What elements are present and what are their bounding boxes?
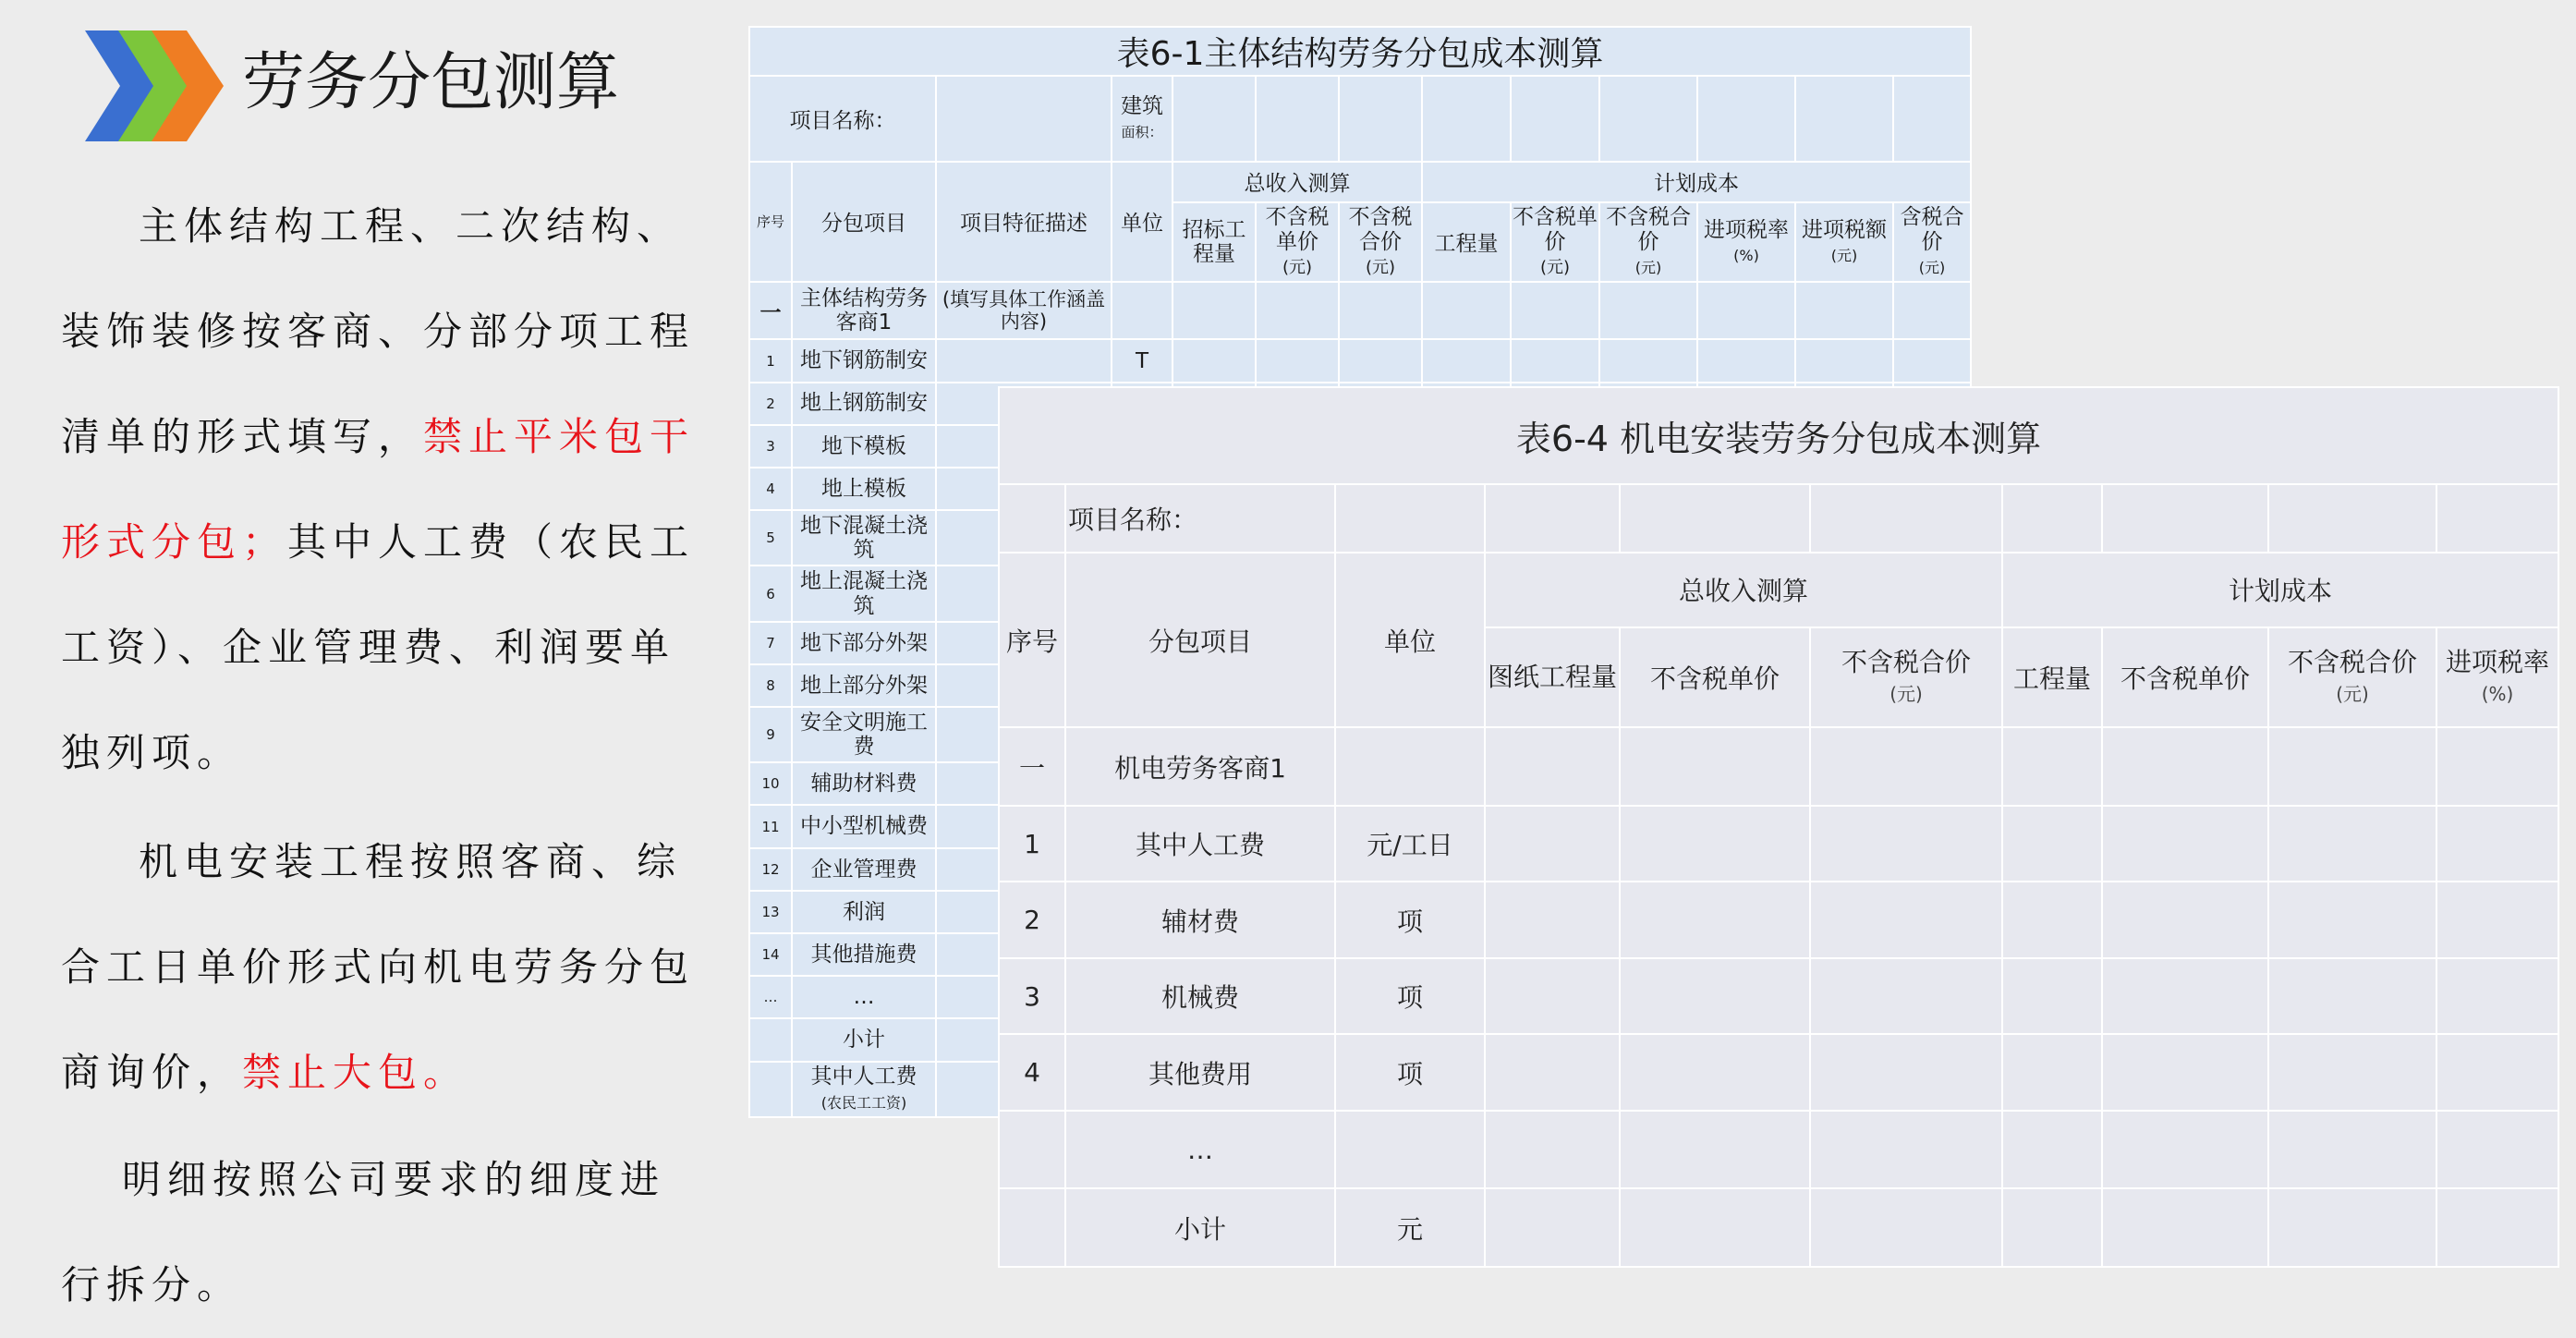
cell-empty [1810, 882, 2002, 958]
cell-empty [2436, 882, 2558, 958]
cell-empty [2102, 806, 2268, 882]
header-seq: 序号 [999, 553, 1065, 727]
header-tax-amount: 进项税额 (元) [1795, 202, 1893, 282]
cell-empty [1810, 806, 2002, 882]
header-drawing-qty: 图纸工程量 [1485, 627, 1620, 728]
cell-item: 地上钢筋制安 [792, 383, 936, 425]
cell-empty [2436, 806, 2558, 882]
table-row [749, 339, 1971, 382]
cell-seq: 3 [999, 958, 1065, 1035]
cell-item: 企业管理费 [792, 848, 936, 891]
cell-empty [2436, 727, 2558, 806]
table-title: 表6-1主体结构劳务分包成本测算 [749, 27, 1971, 76]
cell-empty [1893, 282, 1971, 339]
cell-empty [2002, 882, 2102, 958]
header-rev-unit-price: 不含税单价 (元) [1256, 202, 1339, 282]
header-item: 分包项目 [792, 162, 936, 283]
cell-empty [1485, 1111, 1620, 1189]
table-row [999, 727, 2558, 806]
cell-empty [2002, 727, 2102, 806]
cell-empty [1620, 882, 1810, 958]
cell-item: … [1065, 1111, 1335, 1189]
cell-unit: T [1112, 339, 1173, 382]
cell-seq: 3 [749, 425, 792, 468]
header-unit: 单位 [1112, 162, 1173, 283]
project-name-label: 项目名称： [1065, 484, 1335, 553]
cell-seq: 2 [749, 383, 792, 425]
paragraph-mep: 机电安装工程按照客商、综合工日单价形式向机电劳务分包商询价，禁止大包。 [61, 839, 696, 1095]
cell-empty [1620, 727, 1810, 806]
table-row [999, 1111, 2558, 1189]
cell-empty [1599, 339, 1697, 382]
cell-seq: 4 [749, 468, 792, 510]
cell-item: 其他费用 [1065, 1034, 1335, 1111]
table-title: 表6-4 机电安装劳务分包成本测算 [999, 387, 2558, 484]
warning-text: 禁止大包。 [242, 1050, 469, 1095]
cell-empty [2002, 958, 2102, 1035]
cell-unit: 项 [1335, 1034, 1485, 1111]
cell-seq: 1 [749, 339, 792, 382]
cell-seq [999, 1188, 1065, 1267]
header-incl-total: 含税合价 (元) [1893, 202, 1971, 282]
cell-seq: 8 [749, 664, 792, 707]
cell-empty [1485, 882, 1620, 958]
cell-empty [1511, 339, 1599, 382]
cell-empty [1620, 958, 1810, 1035]
cell-item: 其中人工费 (农民工工资) [792, 1062, 936, 1117]
cell-empty [2002, 1034, 2102, 1111]
header-qty: 工程量 [2002, 627, 2102, 728]
header-seq: 序号 [749, 162, 792, 283]
cell-empty [1810, 1188, 2002, 1267]
table-row [999, 806, 2558, 882]
cell-empty [2102, 1188, 2268, 1267]
cell-unit: 元/工日 [1335, 806, 1485, 882]
cell-empty [2268, 958, 2436, 1035]
table-row [749, 282, 1971, 339]
paragraph-detail: 明细按照公司要求的细度进行拆分。 [61, 1157, 666, 1308]
cell-item: 机械费 [1065, 958, 1335, 1035]
header-tax-rate: 进项税率 (%) [1697, 202, 1795, 282]
header-cost-unit-price: 不含税单价 (元) [1511, 202, 1599, 282]
cell-empty [1339, 339, 1422, 382]
header-desc: 项目特征描述 [936, 162, 1112, 283]
cell-seq: 10 [749, 762, 792, 805]
cell-empty [2268, 1034, 2436, 1111]
cell-unit [1335, 1111, 1485, 1189]
cell-desc [936, 339, 1112, 382]
cell-item: 小计 [1065, 1188, 1335, 1267]
cell-empty [2102, 1111, 2268, 1189]
cell-empty [2436, 958, 2558, 1035]
header-cost-unit-price: 不含税单价 [2102, 627, 2268, 728]
cell-seq: 9 [749, 707, 792, 762]
table-row [999, 1188, 2558, 1267]
cell-empty [1485, 1188, 1620, 1267]
table-mep-labor [998, 386, 2559, 1268]
cell-seq: 5 [749, 510, 792, 566]
cell-empty [1511, 282, 1599, 339]
header-cost-group: 计划成本 [1422, 162, 1971, 202]
cell-item: 辅材费 [1065, 882, 1335, 958]
cell-empty [1620, 1111, 1810, 1189]
cell-item: 机电劳务客商1 [1065, 727, 1335, 806]
cell-empty [2436, 1188, 2558, 1267]
cell-empty [1810, 1034, 2002, 1111]
cell-empty [1795, 282, 1893, 339]
table-row [999, 1034, 2558, 1111]
cell-seq: 14 [749, 933, 792, 976]
cell-item: 地下模板 [792, 425, 936, 468]
warning-text: 禁止平米包干形式分包； [61, 414, 696, 565]
cell-empty [1810, 958, 2002, 1035]
cell-item: 地上混凝土浇筑 [792, 566, 936, 621]
cell-empty [1485, 958, 1620, 1035]
header-unit: 单位 [1335, 553, 1485, 727]
cell-empty [2002, 806, 2102, 882]
cell-seq: 一 [749, 282, 792, 339]
cell-empty [1697, 339, 1795, 382]
cell-empty [1173, 282, 1256, 339]
cell-empty [1485, 727, 1620, 806]
cell-empty [1485, 1034, 1620, 1111]
cell-item: 地上模板 [792, 468, 936, 510]
cell-empty [2102, 727, 2268, 806]
cell-unit: 元 [1335, 1188, 1485, 1267]
project-name-label: 项目名称： [749, 76, 936, 161]
header-cost-group: 计划成本 [2002, 553, 2558, 627]
cell-item: 小计 [792, 1018, 936, 1061]
cell-item: 地下部分外架 [792, 622, 936, 664]
cell-empty [1795, 339, 1893, 382]
header-tax-rate: 进项税率 (%) [2436, 627, 2558, 728]
header-cost-total: 不含税合价 (元) [1599, 202, 1697, 282]
cell-empty [2268, 882, 2436, 958]
header-rev-total: 不含税合价 (元) [1810, 627, 2002, 728]
cell-empty [1810, 727, 2002, 806]
cell-seq: 11 [749, 805, 792, 847]
cell-empty [1339, 282, 1422, 339]
cell-empty [1256, 339, 1339, 382]
cell-seq: 6 [749, 566, 792, 621]
cell-item: 利润 [792, 891, 936, 933]
cell-empty [1599, 282, 1697, 339]
header-cost-total: 不含税合价 (元) [2268, 627, 2436, 728]
cell-empty [2268, 806, 2436, 882]
cell-empty [2102, 958, 2268, 1035]
cell-unit [1335, 727, 1485, 806]
cell-item: 中小型机械费 [792, 805, 936, 847]
cell-seq: 7 [749, 622, 792, 664]
cell-item: 主体结构劳务客商1 [792, 282, 936, 339]
cell-empty [1697, 282, 1795, 339]
cell-seq [749, 1062, 792, 1117]
cell-empty [1893, 339, 1971, 382]
header-revenue-group: 总收入测算 [1485, 553, 2002, 627]
chevron-logo-icon [85, 30, 224, 141]
cell-item: 辅助材料费 [792, 762, 936, 805]
cell-empty [1620, 806, 1810, 882]
cell-desc: (填写具体工作涵盖内容) [936, 282, 1112, 339]
cell-item: 安全文明施工费 [792, 707, 936, 762]
table-row [999, 882, 2558, 958]
cell-empty [1620, 1034, 1810, 1111]
cell-seq: 4 [999, 1034, 1065, 1111]
cell-empty [1422, 339, 1511, 382]
paragraph-structure: 主体结构工程、二次结构、装饰装修按客商、分部分项工程清单的形式填写，禁止平米包干形式分包；其中人工费（农民工工资）、企业管理费、利润要单独列项。 [61, 203, 696, 775]
header-item: 分包项目 [1065, 553, 1335, 727]
cell-item: 地下钢筋制安 [792, 339, 936, 382]
cell-empty [2268, 1111, 2436, 1189]
cell-empty [1620, 1188, 1810, 1267]
cell-empty [2436, 1034, 2558, 1111]
cell-empty [1810, 1111, 2002, 1189]
cell-empty [1173, 339, 1256, 382]
cell-item: … [792, 976, 936, 1018]
cell-seq: 2 [999, 882, 1065, 958]
cell-item: 地上部分外架 [792, 664, 936, 707]
cell-seq [749, 1018, 792, 1061]
cell-empty [1422, 282, 1511, 339]
cell-item: 其中人工费 [1065, 806, 1335, 882]
cell-item: 其他措施费 [792, 933, 936, 976]
cell-empty [1256, 282, 1339, 339]
area-label: 建筑 面积： [1112, 76, 1173, 161]
cell-unit: 项 [1335, 882, 1485, 958]
cell-seq: 一 [999, 727, 1065, 806]
cell-empty [2436, 1111, 2558, 1189]
cell-empty [2268, 1188, 2436, 1267]
cell-empty [2102, 882, 2268, 958]
cell-empty [2102, 1034, 2268, 1111]
table-row [999, 958, 2558, 1035]
cell-seq [999, 1111, 1065, 1189]
cell-seq: 13 [749, 891, 792, 933]
header-bid-qty: 招标工程量 [1173, 202, 1256, 282]
header-revenue-group: 总收入测算 [1173, 162, 1422, 202]
cell-empty [2002, 1188, 2102, 1267]
cell-seq: 12 [749, 848, 792, 891]
cell-empty [2002, 1111, 2102, 1189]
header-rev-unit-price: 不含税单价 [1620, 627, 1810, 728]
header-qty: 工程量 [1422, 202, 1511, 282]
cell-seq: … [749, 976, 792, 1018]
page-title: 劳务分包测算 [242, 46, 620, 119]
cell-unit [1112, 282, 1173, 339]
cell-unit: 项 [1335, 958, 1485, 1035]
cell-empty [2268, 727, 2436, 806]
header-rev-total: 不含税合价 (元) [1339, 202, 1422, 282]
cell-empty [1485, 806, 1620, 882]
cell-seq: 1 [999, 806, 1065, 882]
cell-item: 地下混凝土浇筑 [792, 510, 936, 566]
